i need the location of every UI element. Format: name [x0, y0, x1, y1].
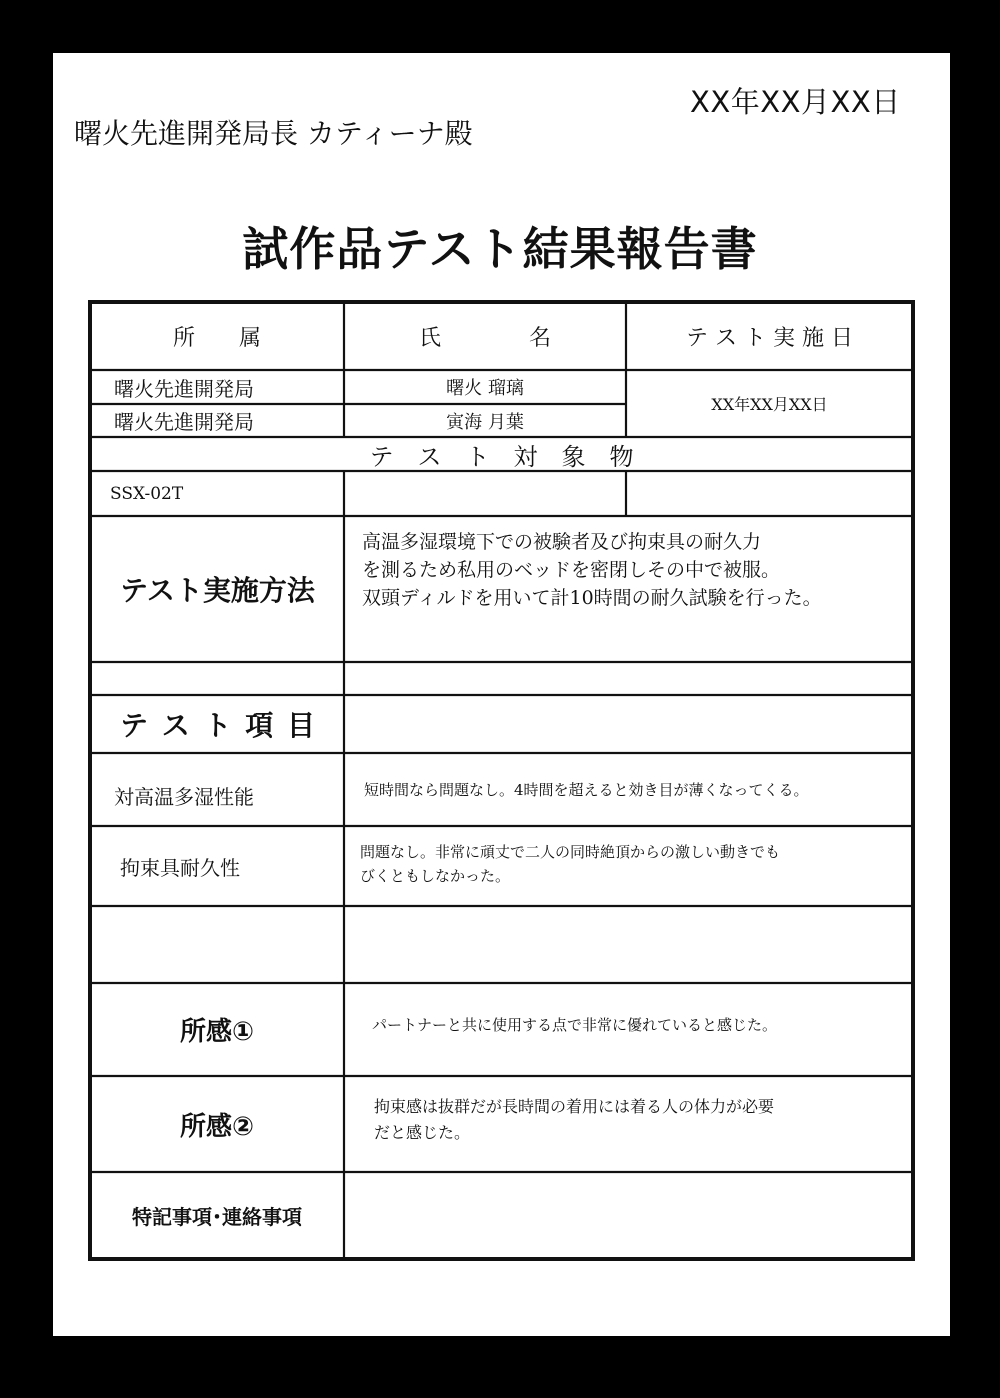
test-items-label: テ ス ト 項 目 [120, 709, 317, 742]
impression-2-text: 拘束感は抜群だが長時間の着用には着る人の体力が必要 だと感じた。 [374, 1097, 775, 1142]
affiliation-header: 所 属 [172, 325, 261, 351]
impression-1-label: 所感① [179, 1017, 254, 1047]
test-item-2-label: 拘束具耐久性 [120, 855, 240, 880]
name-1: 曙火 瑠璃 [446, 378, 524, 399]
impression-2-label: 所感② [179, 1111, 254, 1142]
test-method-text: 高温多湿環境下での被験者及び拘束具の耐久力 を測るため私用のベッドを密閉しその中で被服。 双頭ディルドを用いて計10時間の耐久試験を行った。 [362, 531, 822, 609]
notes-value [346, 1173, 911, 1257]
impression-1-text: パートナーと共に使用する点で非常に優れていると感じた。 [372, 1016, 778, 1034]
test-item-1-label: 対高温多湿性能 [114, 785, 254, 809]
affiliation-1: 曙火先進開発局 [114, 376, 254, 401]
test-object-value: SSX-02T [110, 483, 184, 504]
test-date-header: テ ス ト 実 施 日 [686, 325, 853, 351]
name-header: 氏 名 [418, 325, 551, 351]
test-date-value: XX年XX月XX日 [711, 395, 828, 414]
report-date: XX年XX月XX日 [690, 85, 901, 119]
notes-label: 特記事項･連絡事項 [132, 1204, 302, 1229]
page-title: 試作品テスト結果報告書 [242, 222, 758, 276]
test-method-label: テスト実施方法 [120, 574, 315, 607]
addressee: 曙火先進開発局長 カティーナ殿 [74, 117, 473, 150]
test-item-1-text: 短時間なら問題なし。4時間を超えると効き目が薄くなってくる。 [364, 781, 809, 799]
affiliation-2: 曙火先進開発局 [114, 410, 254, 434]
name-2: 寅海 月葉 [446, 411, 524, 433]
test-item-2-text: 問題なし。非常に頑丈で二人の同時絶頂からの激しい動きでも びくともしなかった。 [360, 843, 781, 885]
test-object-header: テ ス ト 対 象 物 [369, 442, 634, 471]
